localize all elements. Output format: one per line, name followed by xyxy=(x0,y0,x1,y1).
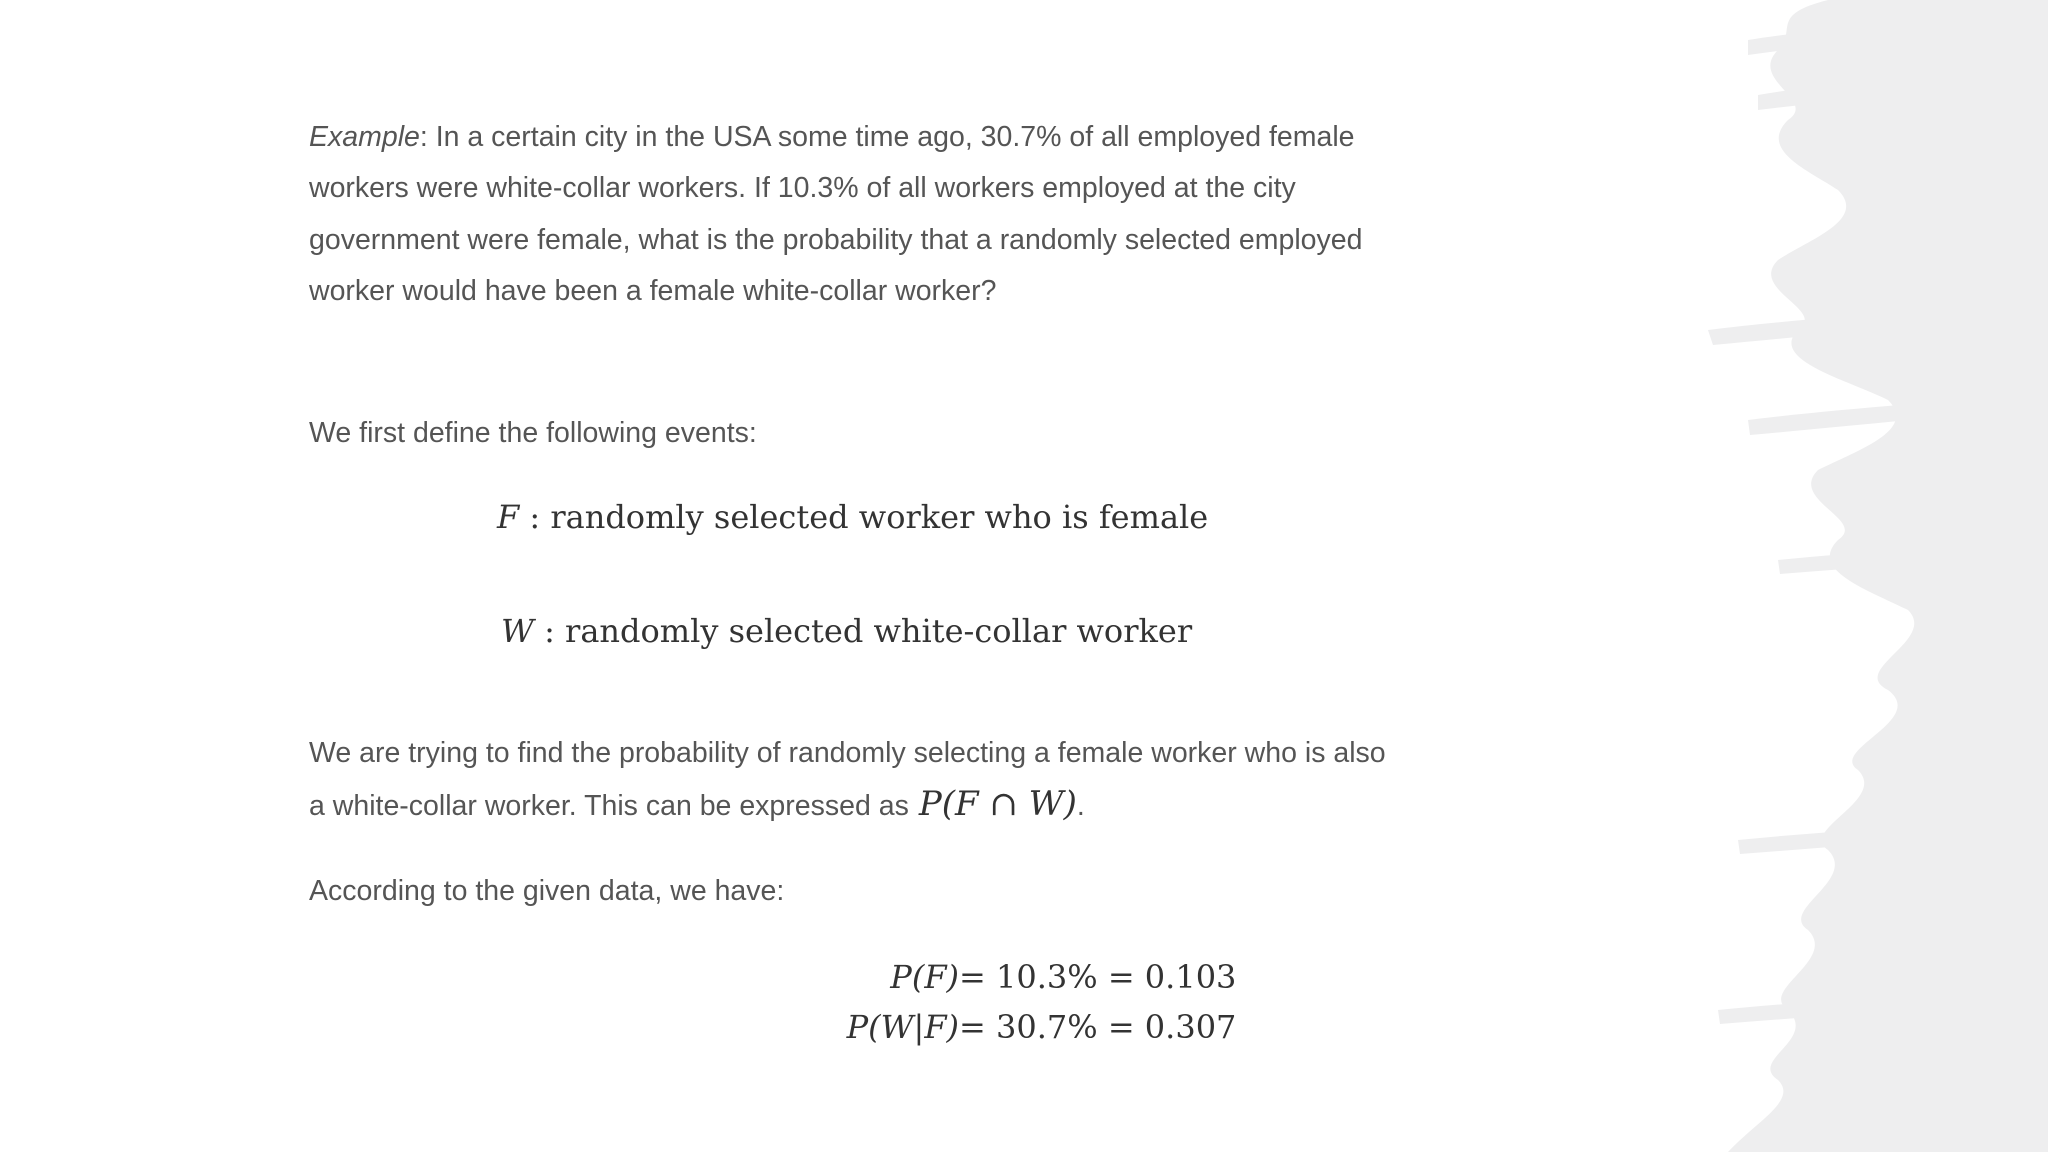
goal-period: . xyxy=(1076,790,1085,823)
event-variable: F xyxy=(497,498,520,536)
goal-paragraph xyxy=(309,728,1409,833)
event-description: : randomly selected worker who is female xyxy=(519,498,1209,536)
define-intro: We first define the following events: xyxy=(309,417,757,449)
equation-rhs: = 10.3% = 0.103 xyxy=(959,958,1237,996)
intersection-expression: P(F ∩ W) xyxy=(918,784,1077,825)
event-description: : randomly selected white-collar worker xyxy=(533,612,1193,650)
event-definition-f xyxy=(497,492,1208,543)
event-variable: W xyxy=(501,612,534,650)
equation-row xyxy=(629,1002,1349,1052)
given-equations xyxy=(629,952,1349,1052)
equation-lhs: P(F) xyxy=(890,958,959,996)
example-label: Example xyxy=(309,121,420,153)
event-definition-w xyxy=(501,606,1192,657)
example-text: : In a certain city in the USA some time ago, 30.7% of all employed female workers were white-collar workers. If 10.3% of all workers employed at the city government were female, what is the probability that a randomly selected employed worker would have been a female white-collar worker? xyxy=(309,121,1363,307)
given-intro: According to the given data, we have: xyxy=(309,875,785,907)
equation-lhs: P(W|F) xyxy=(846,1008,959,1046)
equation-row xyxy=(629,952,1349,1002)
brush-stroke-decoration xyxy=(1688,0,2048,1152)
equation-rhs: = 30.7% = 0.307 xyxy=(959,1008,1237,1046)
example-paragraph xyxy=(309,112,1409,317)
goal-text: We are trying to find the probability of randomly selecting a female worker who is also a white-collar worker. This can be expressed as xyxy=(309,737,1386,823)
